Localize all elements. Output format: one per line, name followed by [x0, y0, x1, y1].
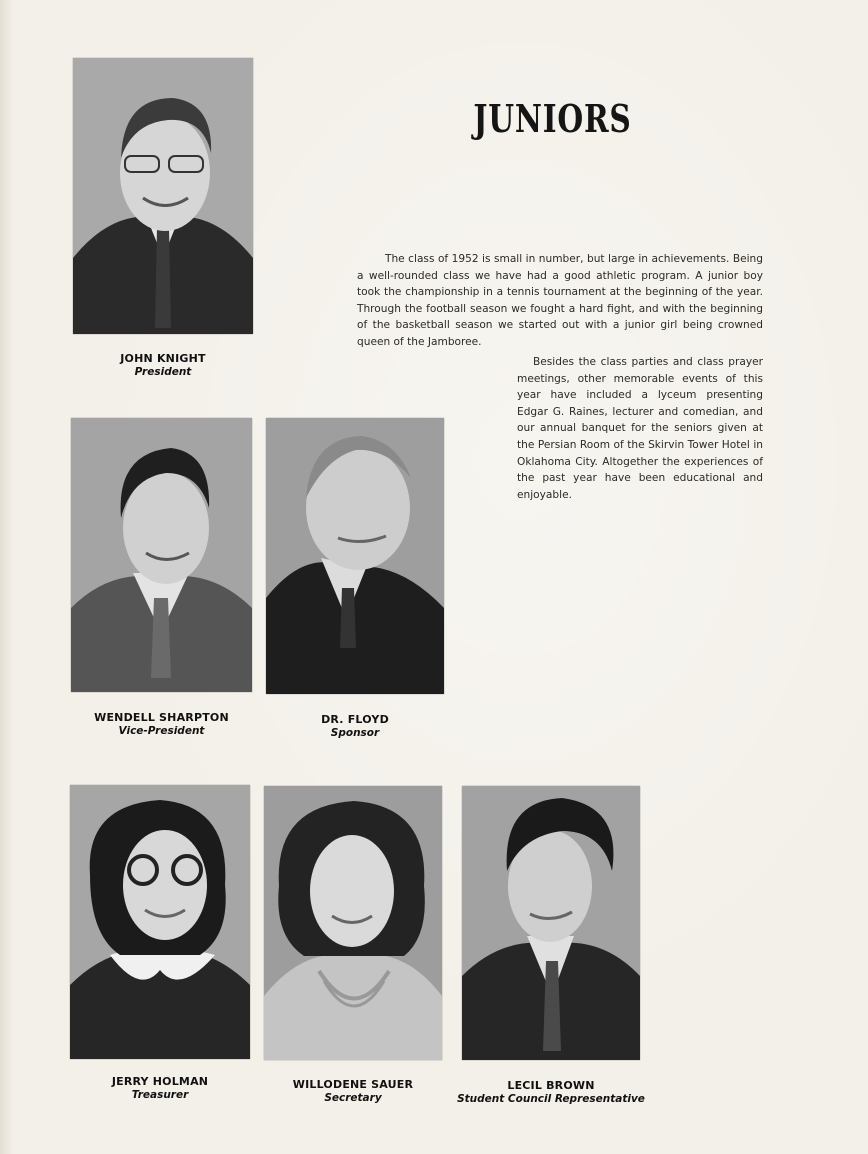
officer-caption-student-council-representative — [440, 1079, 662, 1105]
officer-role: Sponsor — [330, 727, 380, 739]
officer-role: Treasurer — [131, 1089, 189, 1101]
officer-caption-president — [73, 352, 253, 378]
portrait-photo-dr-floyd — [266, 418, 444, 694]
portrait-photo-lecil-brown — [462, 786, 640, 1060]
portrait-photo-john-knight — [73, 58, 253, 334]
officer-caption-vice-president — [71, 711, 252, 737]
portrait-photo-willodene-sauer — [264, 786, 442, 1060]
officer-caption-treasurer — [70, 1075, 250, 1101]
officer-caption-secretary — [264, 1078, 442, 1104]
officer-caption-sponsor — [266, 713, 444, 739]
officer-name: WILLODENE SAUER — [292, 1078, 414, 1091]
officer-name: DR. FLOYD — [321, 713, 389, 726]
page-title: JUNIORS — [473, 96, 632, 141]
class-history-paragraph-2: Besides the class parties and class prayer meetings, other memorable events of this year have included a lyceum presenting Edgar G. Raines, lecturer and comedian, and our annual banquet for the seniors given at the Persian Room of the Skirvin Tower Hotel in Oklahoma City. Altogether the experiences of the past year have been educational and enjoyable. — [517, 356, 763, 501]
officer-role: President — [134, 366, 192, 378]
officer-name: LECIL BROWN — [507, 1079, 595, 1092]
class-history-paragraph-1: The class of 1952 is small in number, but large in achievements. Being a well-rounded class we have had a good athletic program. A junior boy took the championship in a tennis tournament at the beginning of the year. Through the football season we fought a hard fight, and with the beginning of the basketball season we started out with a junior girl being crowned queen of the Jamboree. — [357, 253, 763, 348]
officer-role: Student Council Representative — [457, 1093, 645, 1105]
portrait-photo-jerry-holman — [70, 785, 250, 1059]
officer-name: JOHN KNIGHT — [120, 352, 206, 365]
portrait-photo-wendell-sharpton — [71, 418, 252, 692]
officer-name: JERRY HOLMAN — [111, 1075, 209, 1088]
officer-name: WENDELL SHARPTON — [94, 711, 229, 724]
officer-role: Vice-President — [118, 725, 205, 737]
officer-role: Secretary — [324, 1092, 382, 1104]
